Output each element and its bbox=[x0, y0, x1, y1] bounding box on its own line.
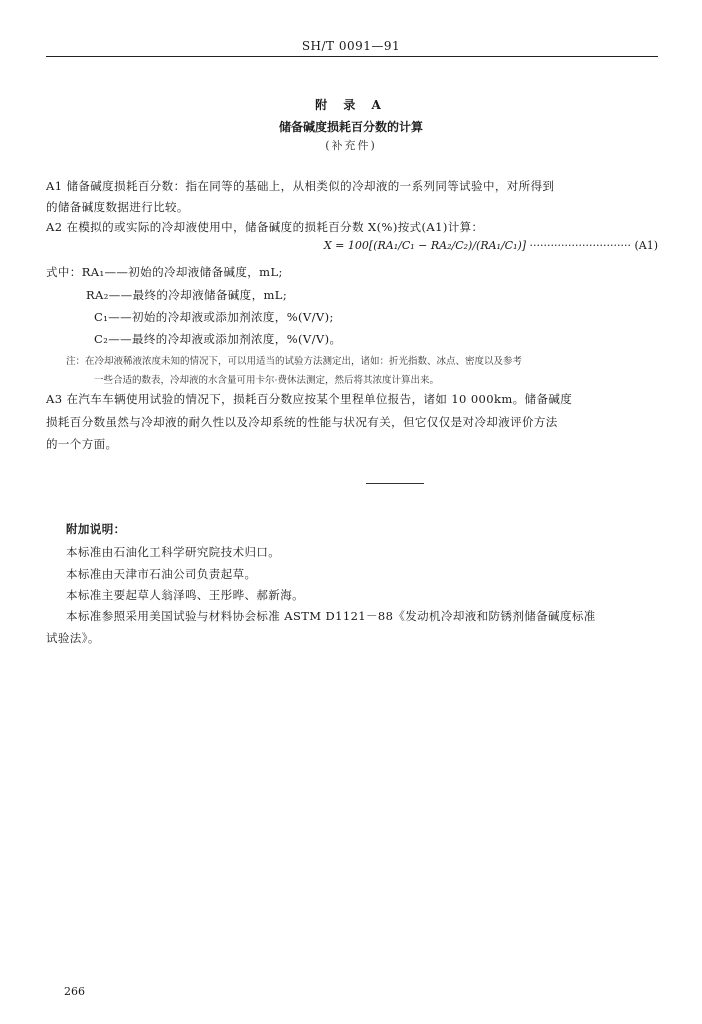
section-a3-line-2: 损耗百分数虽然与冷却液的耐久性以及冷却系统的性能与状况有关，但它仅仅是对冷却液评价方法 bbox=[46, 415, 558, 429]
additional-line-4: 本标准参照采用美国试验与材料协会标准 ASTM D1121－88《发动机冷却液和防锈剂储备碱度标准 bbox=[66, 609, 596, 623]
equation-a1 bbox=[324, 239, 658, 252]
where-ra1: 式中：RA₁——初始的冷却液储备碱度，mL; bbox=[46, 265, 283, 279]
section-a1-line-2: 的储备碱度数据进行比较。 bbox=[46, 200, 189, 214]
section-a3-line-3: 的一个方面。 bbox=[46, 437, 118, 451]
equation-body: X = 100[(RA₁/C₁ − RA₂/C₂)/(RA₁/C₁)] ····························· bbox=[323, 239, 631, 252]
where-c1: C₁——初始的冷却液或添加剂浓度，%(V/V); bbox=[94, 310, 334, 324]
appendix-label: 附 录 A bbox=[315, 98, 387, 112]
header-standard-code: SH/T 0091—91 bbox=[301, 39, 401, 53]
additional-line-5: 试验法》。 bbox=[46, 631, 100, 645]
section-a1-line-1: A1 储备碱度损耗百分数：指在同等的基础上，从相类似的冷却液的一系列同等试验中，对所得到 bbox=[46, 179, 555, 193]
additional-heading: 附加说明： bbox=[66, 522, 126, 536]
section-divider bbox=[366, 483, 424, 484]
appendix-title: 储备碱度损耗百分数的计算 bbox=[278, 120, 423, 134]
section-a2-line-1: A2 在模拟的或实际的冷却液使用中，储备碱度的损耗百分数 X(%)按式(A1)计算： bbox=[46, 220, 484, 234]
note-line-2: 一些合适的数表，冷却液的水含量可用卡尔·费休法测定，然后将其浓度计算出来。 bbox=[94, 375, 440, 386]
equation-tag: (A1) bbox=[634, 239, 658, 252]
additional-line-2: 本标准由天津市石油公司负责起草。 bbox=[66, 567, 257, 581]
additional-line-1: 本标准由石油化工科学研究院技术归口。 bbox=[66, 545, 281, 559]
where-c2: C₂——最终的冷却液或添加剂浓度，%(V/V)。 bbox=[94, 332, 342, 346]
appendix-subtitle: (补充件) bbox=[325, 139, 377, 152]
additional-line-3: 本标准主要起草人翁泽鸣、王彤晔、郝新海。 bbox=[66, 588, 304, 602]
page-number: 266 bbox=[64, 985, 85, 998]
header-rule bbox=[46, 56, 658, 57]
section-a3-line-1: A3 在汽车车辆使用试验的情况下，损耗百分数应按某个里程单位报告，诸如 10 000km。储备碱度 bbox=[46, 392, 573, 406]
note-line-1: 注：在冷却液稀液浓度未知的情况下，可以用适当的试验方法测定出，诸如：折光指数、冰点、密度以及参考 bbox=[66, 356, 523, 367]
where-ra2: RA₂——最终的冷却液储备碱度，mL; bbox=[86, 288, 288, 302]
